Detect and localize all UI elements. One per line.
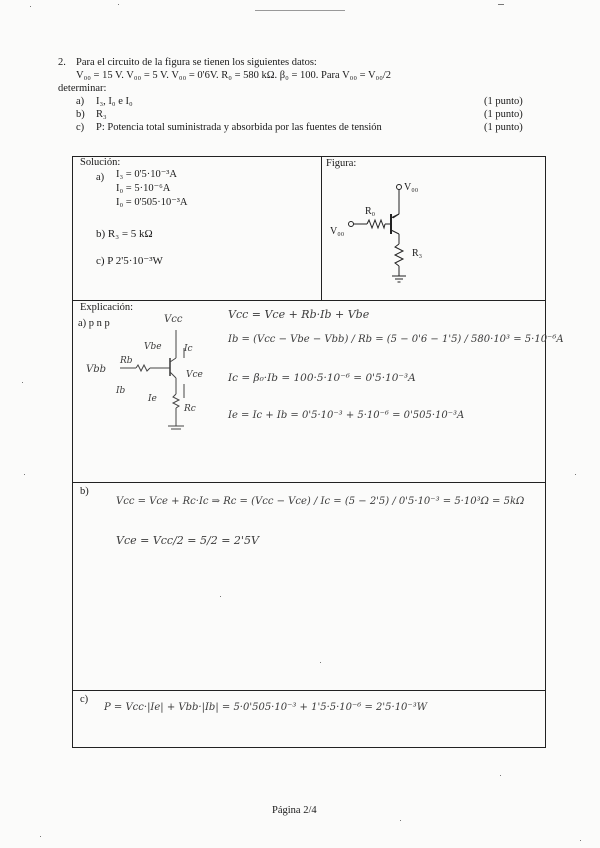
- problem-number: 2.: [58, 57, 66, 68]
- explanation-b-label: b): [80, 486, 89, 497]
- rc-resistor: [395, 244, 403, 266]
- problem-intro: Para el circuito de la figura se tienen los siguientes datos:: [76, 57, 317, 68]
- item-c-label: c): [76, 122, 85, 133]
- explanation-c-label: c): [80, 694, 89, 705]
- sketch-vbb: Vbb: [86, 364, 107, 375]
- sketch-vce: Vce: [186, 370, 203, 380]
- frame-divider-1: [72, 300, 546, 301]
- frame-divider-2: [72, 482, 546, 483]
- solution-ic: I₃ = 0'5·10⁻³A: [116, 169, 177, 180]
- solution-ie: I₀ = 0'505·10⁻³A: [116, 197, 188, 208]
- sketch-ib: Ib: [116, 386, 126, 396]
- eq-ic: Ic = β₀·Ib = 100·5·10⁻⁶ = 0'5·10⁻³A: [228, 372, 416, 384]
- item-b-text: R₃: [96, 109, 107, 120]
- solution-ib: I₀ = 5·10⁻⁶A: [116, 183, 171, 194]
- figure-rb-label: R₀: [365, 206, 376, 217]
- problem-data: V₀₀ = 15 V. V₀₀ = 5 V. V₀₀ = 0'6V. R₀ = 580 kΩ. β₀ = 100. Para V₀₀ = V₀₀/2: [76, 70, 392, 81]
- rb-resistor: [367, 220, 385, 228]
- eq-ie: Ie = Ic + Ib = 0'5·10⁻³ + 5·10⁻⁶ = 0'505·10⁻³A: [228, 410, 465, 421]
- eq-kvl: Vcc = Vce + Rb·Ib + Vbe: [228, 308, 370, 321]
- problem-determine: determinar:: [58, 83, 107, 94]
- sketch-rb: Rb: [120, 356, 133, 366]
- vbb-terminal: [349, 222, 354, 227]
- item-a-points: (1 punto): [484, 96, 523, 107]
- eq-vce: Vce = Vcc/2 = 5/2 = 2'5V: [116, 534, 259, 547]
- figure-rc-label: R₃: [412, 248, 423, 259]
- explanation-a-label: a) p n p: [78, 318, 110, 329]
- sketch-vbe: Vbe: [144, 342, 162, 352]
- solution-a-label: a): [96, 172, 105, 183]
- item-c-points: (1 punto): [484, 122, 523, 133]
- figure-title: Figura:: [326, 158, 357, 169]
- eq-rc: Vcc = Vce + Rc·Ic ⇒ Rc = (Vcc − Vce) / Ic = (5 − 2'5) / 0'5·10⁻³ = 5·10³Ω = 5kΩ: [116, 496, 525, 507]
- solution-rc: b) R₃ = 5 kΩ: [96, 228, 153, 240]
- item-b-points: (1 punto): [484, 109, 523, 120]
- frame-divider-3: [72, 690, 546, 691]
- explanation-title: Explicación:: [80, 302, 134, 313]
- item-a-label: a): [76, 96, 85, 107]
- vcc-terminal: [397, 185, 402, 190]
- figure-vcc-label: V₀₀: [404, 182, 419, 193]
- sketch-ic: Ic: [184, 344, 193, 354]
- eq-power: P = Vcc·|Ie| + Vbb·|Ib| = 5·0'505·10⁻³ + 1'5·5·10⁻⁶ = 2'5·10⁻³W: [104, 702, 427, 713]
- item-b-label: b): [76, 109, 85, 120]
- sketch-vcc: Vcc: [164, 314, 183, 325]
- item-c-text: P: Potencia total suministrada y absorbida por las fuentes de tensión: [96, 122, 382, 133]
- circuit-figure: [325, 170, 540, 298]
- eq-ib: Ib = (Vcc − Vbe − Vbb) / Rb = (5 − 0'6 − 1'5) / 580·10³ = 5·10⁻⁶A: [228, 334, 564, 345]
- frame-divider-vertical: [321, 156, 322, 300]
- page-number: Página 2/4: [272, 805, 317, 816]
- figure-vbb-label: V₀₀: [330, 226, 345, 237]
- sketch-rc: Rc: [184, 404, 196, 414]
- sketch-ie: Ie: [148, 394, 157, 404]
- solution-power: c) P 2'5·10⁻³W: [96, 255, 163, 267]
- solution-title: Solución:: [80, 157, 121, 168]
- item-a-text: I₃, I₀ e I₀: [96, 96, 133, 107]
